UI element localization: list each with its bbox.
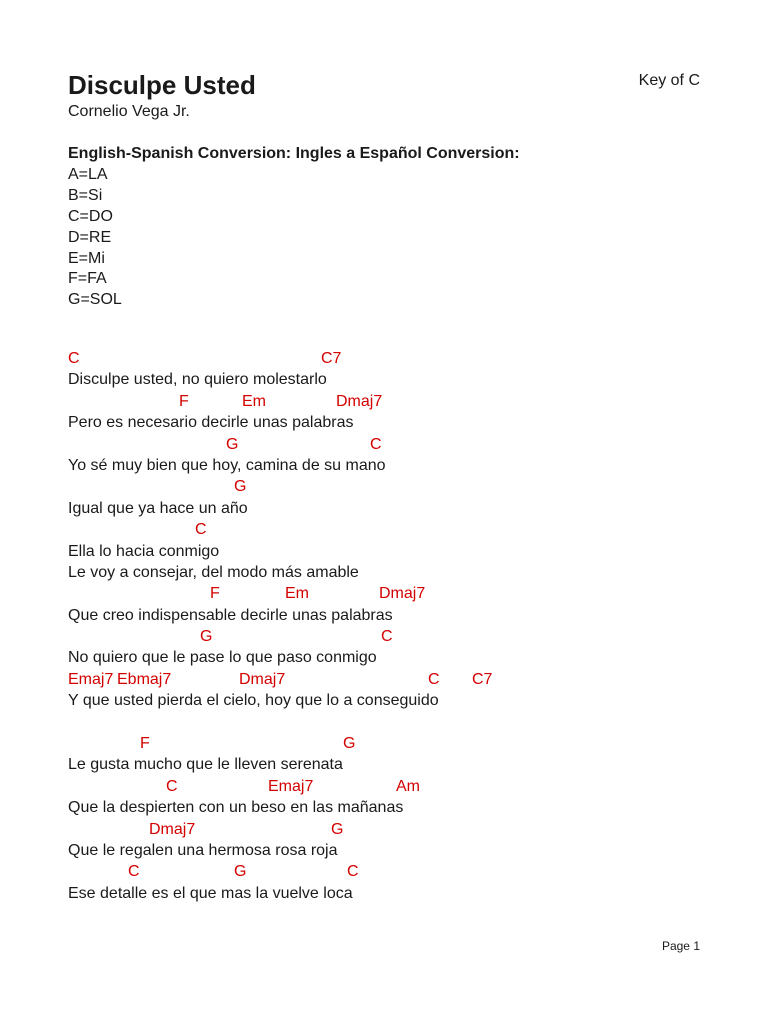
chord-line (68, 349, 708, 370)
chord: G (234, 863, 247, 881)
chord: C (128, 863, 140, 881)
chord-line (68, 477, 708, 498)
lyric-line: Le voy a consejar, del modo más amable (68, 563, 359, 581)
lyric-line: Que le regalen una hermosa rosa roja (68, 841, 338, 859)
chord: G (343, 735, 356, 753)
chord-line (68, 670, 708, 691)
chord: C (428, 670, 440, 688)
lyric-line: Yo sé muy bien que hoy, camina de su mano (68, 456, 386, 474)
chord-line (68, 584, 708, 605)
chord: Emaj7 (68, 670, 114, 688)
chord: Ebmaj7 (117, 670, 172, 688)
song-body (68, 349, 708, 905)
song-title: Disculpe Usted (68, 70, 256, 100)
chord-line (68, 777, 708, 798)
chord: F (140, 735, 150, 753)
lyric-line: Ese detalle es el que mas la vuelve loca (68, 884, 353, 902)
chord-line (68, 627, 708, 648)
chord: Am (396, 777, 420, 795)
chord: Emaj7 (268, 777, 314, 795)
chord: C (370, 435, 382, 453)
chord: C7 (472, 670, 493, 688)
conversion-heading: English-Spanish Conversion: Ingles a Español Conversion: (68, 145, 520, 162)
lyric-line: Que creo indispensable decirle unas palabras (68, 606, 393, 624)
conversion-item: C=DO (68, 207, 113, 225)
chord: Em (285, 585, 309, 603)
chord: C (381, 628, 393, 646)
chord: C (195, 521, 207, 539)
chord: G (226, 435, 239, 453)
chord: Dmaj7 (336, 392, 383, 410)
chord: Dmaj7 (379, 585, 426, 603)
chord: C (347, 863, 359, 881)
lyric-line: Disculpe usted, no quiero molestarlo (68, 371, 327, 389)
lyric-line: Ella lo hacia conmigo (68, 542, 220, 560)
lyric-line: Y que usted pierda el cielo, hoy que lo a conseguido (68, 692, 439, 710)
lyric-line: Igual que ya hace un año (68, 499, 248, 517)
chord: F (210, 585, 220, 603)
conversion-section (68, 144, 520, 311)
conversion-item: E=Mi (68, 249, 105, 267)
chord: Em (242, 392, 266, 410)
chord-line (68, 820, 708, 841)
chord: G (331, 820, 344, 838)
chord: C7 (321, 350, 342, 367)
conversion-item: G=SOL (68, 291, 122, 309)
conversion-item: B=Si (68, 186, 103, 204)
chord-line (68, 392, 708, 413)
conversion-item: A=LA (68, 165, 108, 183)
chord: Dmaj7 (239, 670, 286, 688)
chord: C (68, 350, 80, 367)
song-key: Key of C (638, 72, 700, 89)
lyric-line: Pero es necesario decirle unas palabras (68, 414, 354, 432)
chord-line (68, 862, 708, 883)
chord-line (68, 520, 708, 541)
blank-line (68, 713, 708, 734)
chord: F (179, 392, 189, 410)
conversion-item: D=RE (68, 228, 112, 246)
page-number: Page 1 (661, 939, 700, 953)
chord: Dmaj7 (149, 820, 196, 838)
chord-line (68, 734, 708, 755)
lyric-line: No quiero que le pase lo que paso conmigo (68, 649, 377, 667)
conversion-item: F=FA (68, 270, 107, 288)
chord: G (200, 628, 213, 646)
chord: G (234, 478, 247, 496)
chord-line (68, 435, 708, 456)
lyric-line: Le gusta mucho que le lleven serenata (68, 756, 343, 774)
chord: C (166, 777, 178, 795)
lyric-line: Que la despierten con un beso en las mañanas (68, 799, 404, 817)
song-author: Cornelio Vega Jr. (68, 103, 190, 120)
